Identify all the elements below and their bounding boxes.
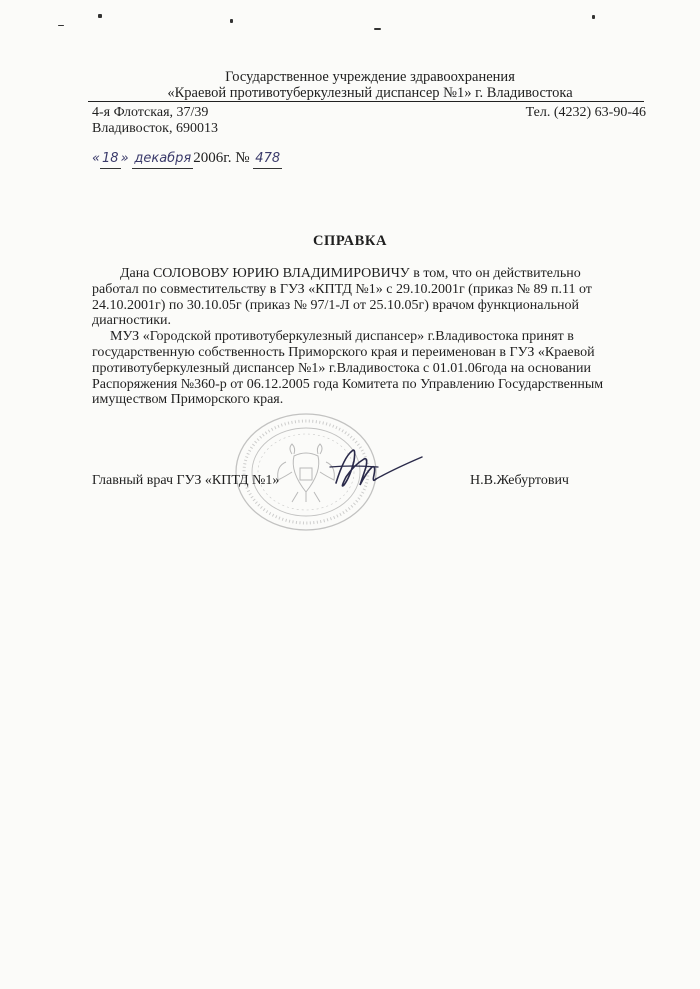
body-line: Дана СОЛОВОВУ ЮРИЮ ВЛАДИМИРОВИЧУ в том, что он действительно: [120, 266, 581, 281]
document-date-line: [92, 149, 282, 169]
header-divider: [88, 101, 644, 102]
scan-speck: [58, 25, 64, 26]
date-day: 18: [100, 150, 121, 169]
scan-speck: [230, 19, 233, 23]
scan-speck: [592, 15, 595, 19]
organization-header: [90, 69, 650, 101]
org-name-line1: Государственное учреждение здравоохранения: [225, 69, 515, 85]
date-year-label: 2006г. №: [193, 150, 250, 166]
address-city: Владивосток, 690013: [92, 121, 218, 136]
address-street: 4-я Флотская, 37/39: [92, 105, 209, 120]
phone-number: Тел. (4232) 63-90-46: [525, 105, 646, 120]
body-line: 24.10.2001г) по 30.10.05г (приказ № 97/1-Л от 25.10.05г) врачом функциональной: [92, 297, 579, 313]
paragraph-2: [92, 329, 622, 408]
body-line: противотуберкулезный диспансер №1» г.Владивостока с 01.01.06года на основании: [92, 360, 591, 376]
body-line: государственную собственность Приморского края и переименован в ГУЗ «Краевой: [92, 344, 595, 360]
document-number: 478: [253, 150, 282, 169]
scan-speck: [374, 28, 381, 30]
document-body: [92, 266, 622, 408]
document-title: СПРАВКА: [312, 233, 388, 249]
body-line: диагностики.: [92, 313, 172, 329]
handwritten-signature: [322, 437, 432, 497]
org-name-line2: «Краевой противотуберкулезный диспансер №1» г. Владивостока: [167, 85, 573, 101]
body-line: имуществом Приморского края.: [92, 392, 284, 408]
date-month: декабря: [132, 150, 193, 169]
signer-position: Главный врач ГУЗ «КПТД №1»: [92, 473, 280, 488]
date-close-quote: »: [120, 151, 129, 166]
scan-speck: [98, 14, 102, 18]
body-line: работал по совместительству в ГУЗ «КПТД №1» с 29.10.2001г (приказ № 89 п.11 от: [92, 281, 592, 297]
date-open-quote: «: [92, 151, 101, 166]
body-line: Распоряжения №360-р от 06.12.2005 года Комитета по Управлению Государственным: [92, 376, 604, 392]
body-line: МУЗ «Городской противотуберкулезный диспансер» г.Владивостока принят в: [110, 329, 574, 345]
address-block: [92, 105, 218, 137]
paragraph-1: [92, 266, 622, 329]
signer-name: Н.В.Жебуртович: [470, 473, 569, 488]
